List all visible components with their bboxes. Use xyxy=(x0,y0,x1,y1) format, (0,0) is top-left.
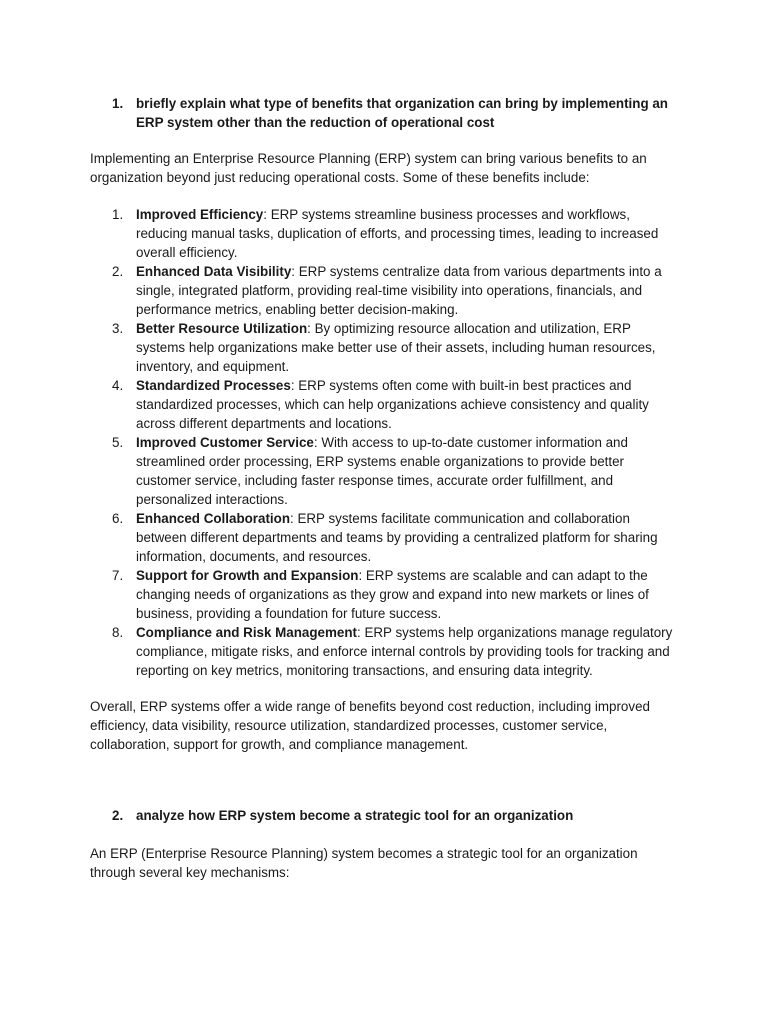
list-item-body xyxy=(136,319,690,376)
list-item-body xyxy=(136,433,690,509)
list-item-title: Improved Efficiency xyxy=(136,207,264,222)
summary-paragraph: Overall, ERP systems offer a wide range of benefits beyond cost reduction, including improved efficiency, data visibility, resource utilization, standardized processes, customer service, collaboration, support for growth, and compliance management. xyxy=(90,699,650,752)
question-2-text: analyze how ERP system become a strategic tool for an organization xyxy=(136,808,574,823)
list-item-number: 4. xyxy=(112,378,124,393)
list-item xyxy=(90,376,690,433)
list-item xyxy=(90,566,690,623)
list-item-body xyxy=(136,566,690,623)
list-item-text: : ERP systems often come with built-in best practices and standardized processes, which can help organizations achieve consistency and quality across different departments and locations. xyxy=(136,378,649,431)
list-item-text: : With access to up-to-date customer information and streamlined order processing, ERP systems enable organizations to provide better customer service, including faster response times, accurate order fulfillment, and personalized interactions. xyxy=(136,435,628,507)
list-item-text: : ERP systems help organizations manage regulatory compliance, mitigate risks, and enforce internal controls by providing tools for tracking and reporting on key metrics, monitoring transactions, and ensuring data integrity. xyxy=(136,625,673,678)
question-1-number: 1. xyxy=(112,96,124,111)
list-item-number: 6. xyxy=(112,511,124,526)
list-item xyxy=(90,319,690,376)
list-item-number: 3. xyxy=(112,321,124,336)
list-item-body xyxy=(136,623,690,680)
intro-paragraph: Implementing an Enterprise Resource Planning (ERP) system can bring various benefits to an organization beyond just reducing operational costs. Some of these benefits include: xyxy=(90,151,647,185)
list-item-body xyxy=(136,509,690,566)
list-item-text: : ERP systems facilitate communication and collaboration between different departments and teams by providing a centralized platform for sharing information, documents, and resources. xyxy=(136,511,658,564)
list-item-title: Improved Customer Service xyxy=(136,435,314,450)
list-item-number: 5. xyxy=(112,435,124,450)
list-item-title: Enhanced Collaboration xyxy=(136,511,291,526)
list-item xyxy=(90,262,690,319)
question-1-heading xyxy=(90,94,690,132)
list-item-text: : ERP systems streamline business processes and workflows, reducing manual tasks, duplication of efforts, and processing times, leading to increased overall efficiency. xyxy=(136,207,659,260)
question-2-heading xyxy=(90,806,690,825)
list-item xyxy=(90,433,690,509)
list-item-body xyxy=(136,262,690,319)
intro-2-paragraph: An ERP (Enterprise Resource Planning) system becomes a strategic tool for an organization through several key mechanisms: xyxy=(90,846,638,880)
list-item-number: 7. xyxy=(112,568,124,583)
list-item-title: Support for Growth and Expansion xyxy=(136,568,359,583)
list-item-title: Better Resource Utilization xyxy=(136,321,308,336)
list-item-body xyxy=(136,376,690,433)
benefits-list xyxy=(90,205,690,680)
list-item xyxy=(90,509,690,566)
list-item-title: Enhanced Data Visibility xyxy=(136,264,292,279)
list-item-text: : ERP systems are scalable and can adapt to the changing needs of organizations as they grow and expand into new markets or lines of business, providing a foundation for future success. xyxy=(136,568,649,621)
list-item-text: : By optimizing resource allocation and utilization, ERP systems help organizations make better use of their assets, including human resources, inventory, and equipment. xyxy=(136,321,656,374)
list-item-number: 8. xyxy=(112,625,124,640)
question-1-text: briefly explain what type of benefits that organization can bring by implementing an ERP system other than the reduction of operational cost xyxy=(136,96,668,130)
list-item-body xyxy=(136,205,690,262)
list-item-number: 1. xyxy=(112,207,124,222)
list-item-text: : ERP systems centralize data from various departments into a single, integrated platform, providing real-time visibility into operations, financials, and performance metrics, enabling better decision-making. xyxy=(136,264,662,317)
list-item xyxy=(90,623,690,680)
list-item-number: 2. xyxy=(112,264,124,279)
list-item xyxy=(90,205,690,262)
question-2-number: 2. xyxy=(112,808,124,823)
list-item-title: Standardized Processes xyxy=(136,378,291,393)
list-item-title: Compliance and Risk Management xyxy=(136,625,357,640)
